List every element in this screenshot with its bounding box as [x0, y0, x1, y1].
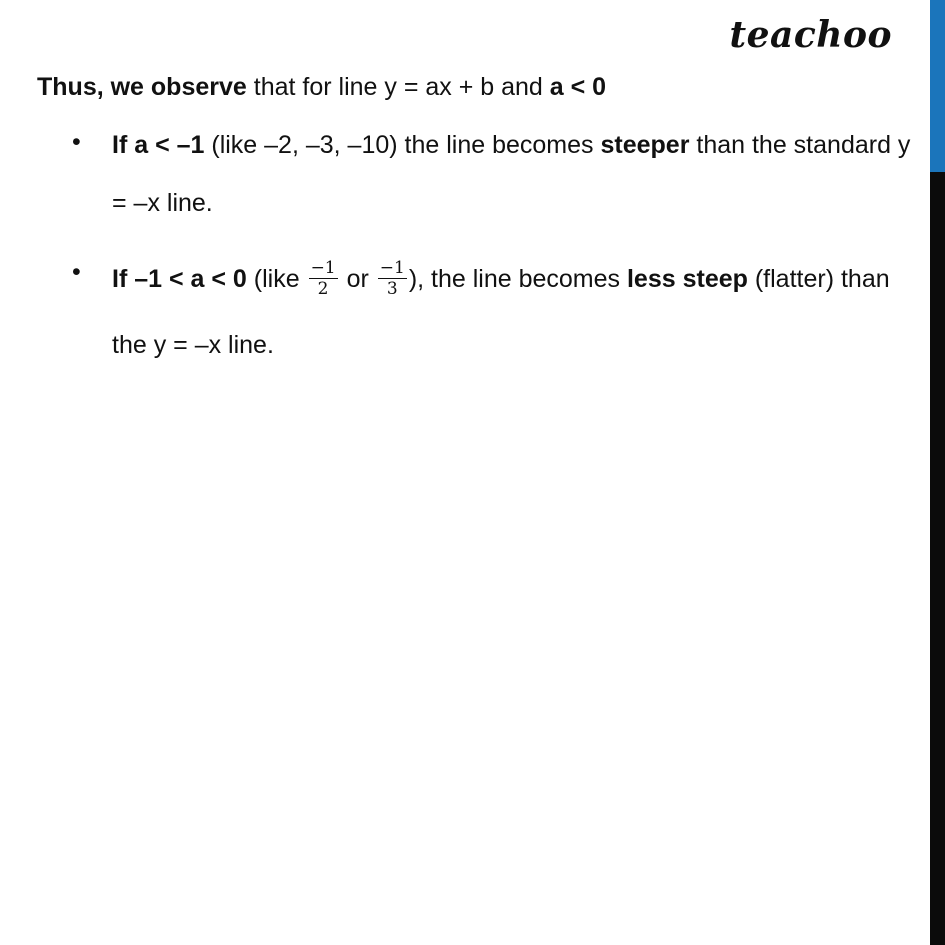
intro-middle: that for line y = ax + b and	[246, 73, 550, 101]
intro-sentence	[37, 70, 606, 104]
side-dark-bar	[930, 172, 945, 945]
teachoo-logo: teachoo	[729, 14, 892, 56]
bullet-item-less-steep	[112, 246, 912, 378]
side-accent-bar	[930, 0, 945, 172]
fraction-minus-one-third	[378, 258, 407, 299]
bullet-marker: •	[72, 258, 81, 286]
fraction-denominator: 3	[386, 278, 398, 299]
bullet-1-text-2: than the standard y = –x line.	[112, 131, 911, 217]
bullet-2-text-1: (like	[246, 265, 307, 293]
fraction-numerator: −1	[310, 257, 336, 278]
bullet-2-emphasis: less steep	[626, 265, 748, 293]
bullet-2-text-3: (flatter) than the y = –x line.	[112, 265, 890, 359]
bullet-2-lead: If –1 < a < 0	[112, 265, 247, 293]
bullet-2-text-2: ), the line becomes	[408, 265, 627, 293]
bullet-item-steeper	[112, 116, 912, 232]
intro-condition: a < 0	[549, 73, 607, 101]
bullet-1-text-1: (like –2, –3, –10) the line becomes	[204, 131, 601, 159]
bullet-1-emphasis: steeper	[600, 131, 690, 159]
bullet-1-lead: If a < –1	[112, 131, 205, 159]
fraction-denominator: 2	[317, 278, 329, 299]
intro-lead: Thus, we observe	[37, 73, 247, 101]
fraction-numerator: −1	[379, 257, 405, 278]
fraction-minus-one-half	[309, 258, 338, 299]
bullet-marker: •	[72, 128, 81, 156]
bullet-2-between: or	[339, 265, 376, 293]
